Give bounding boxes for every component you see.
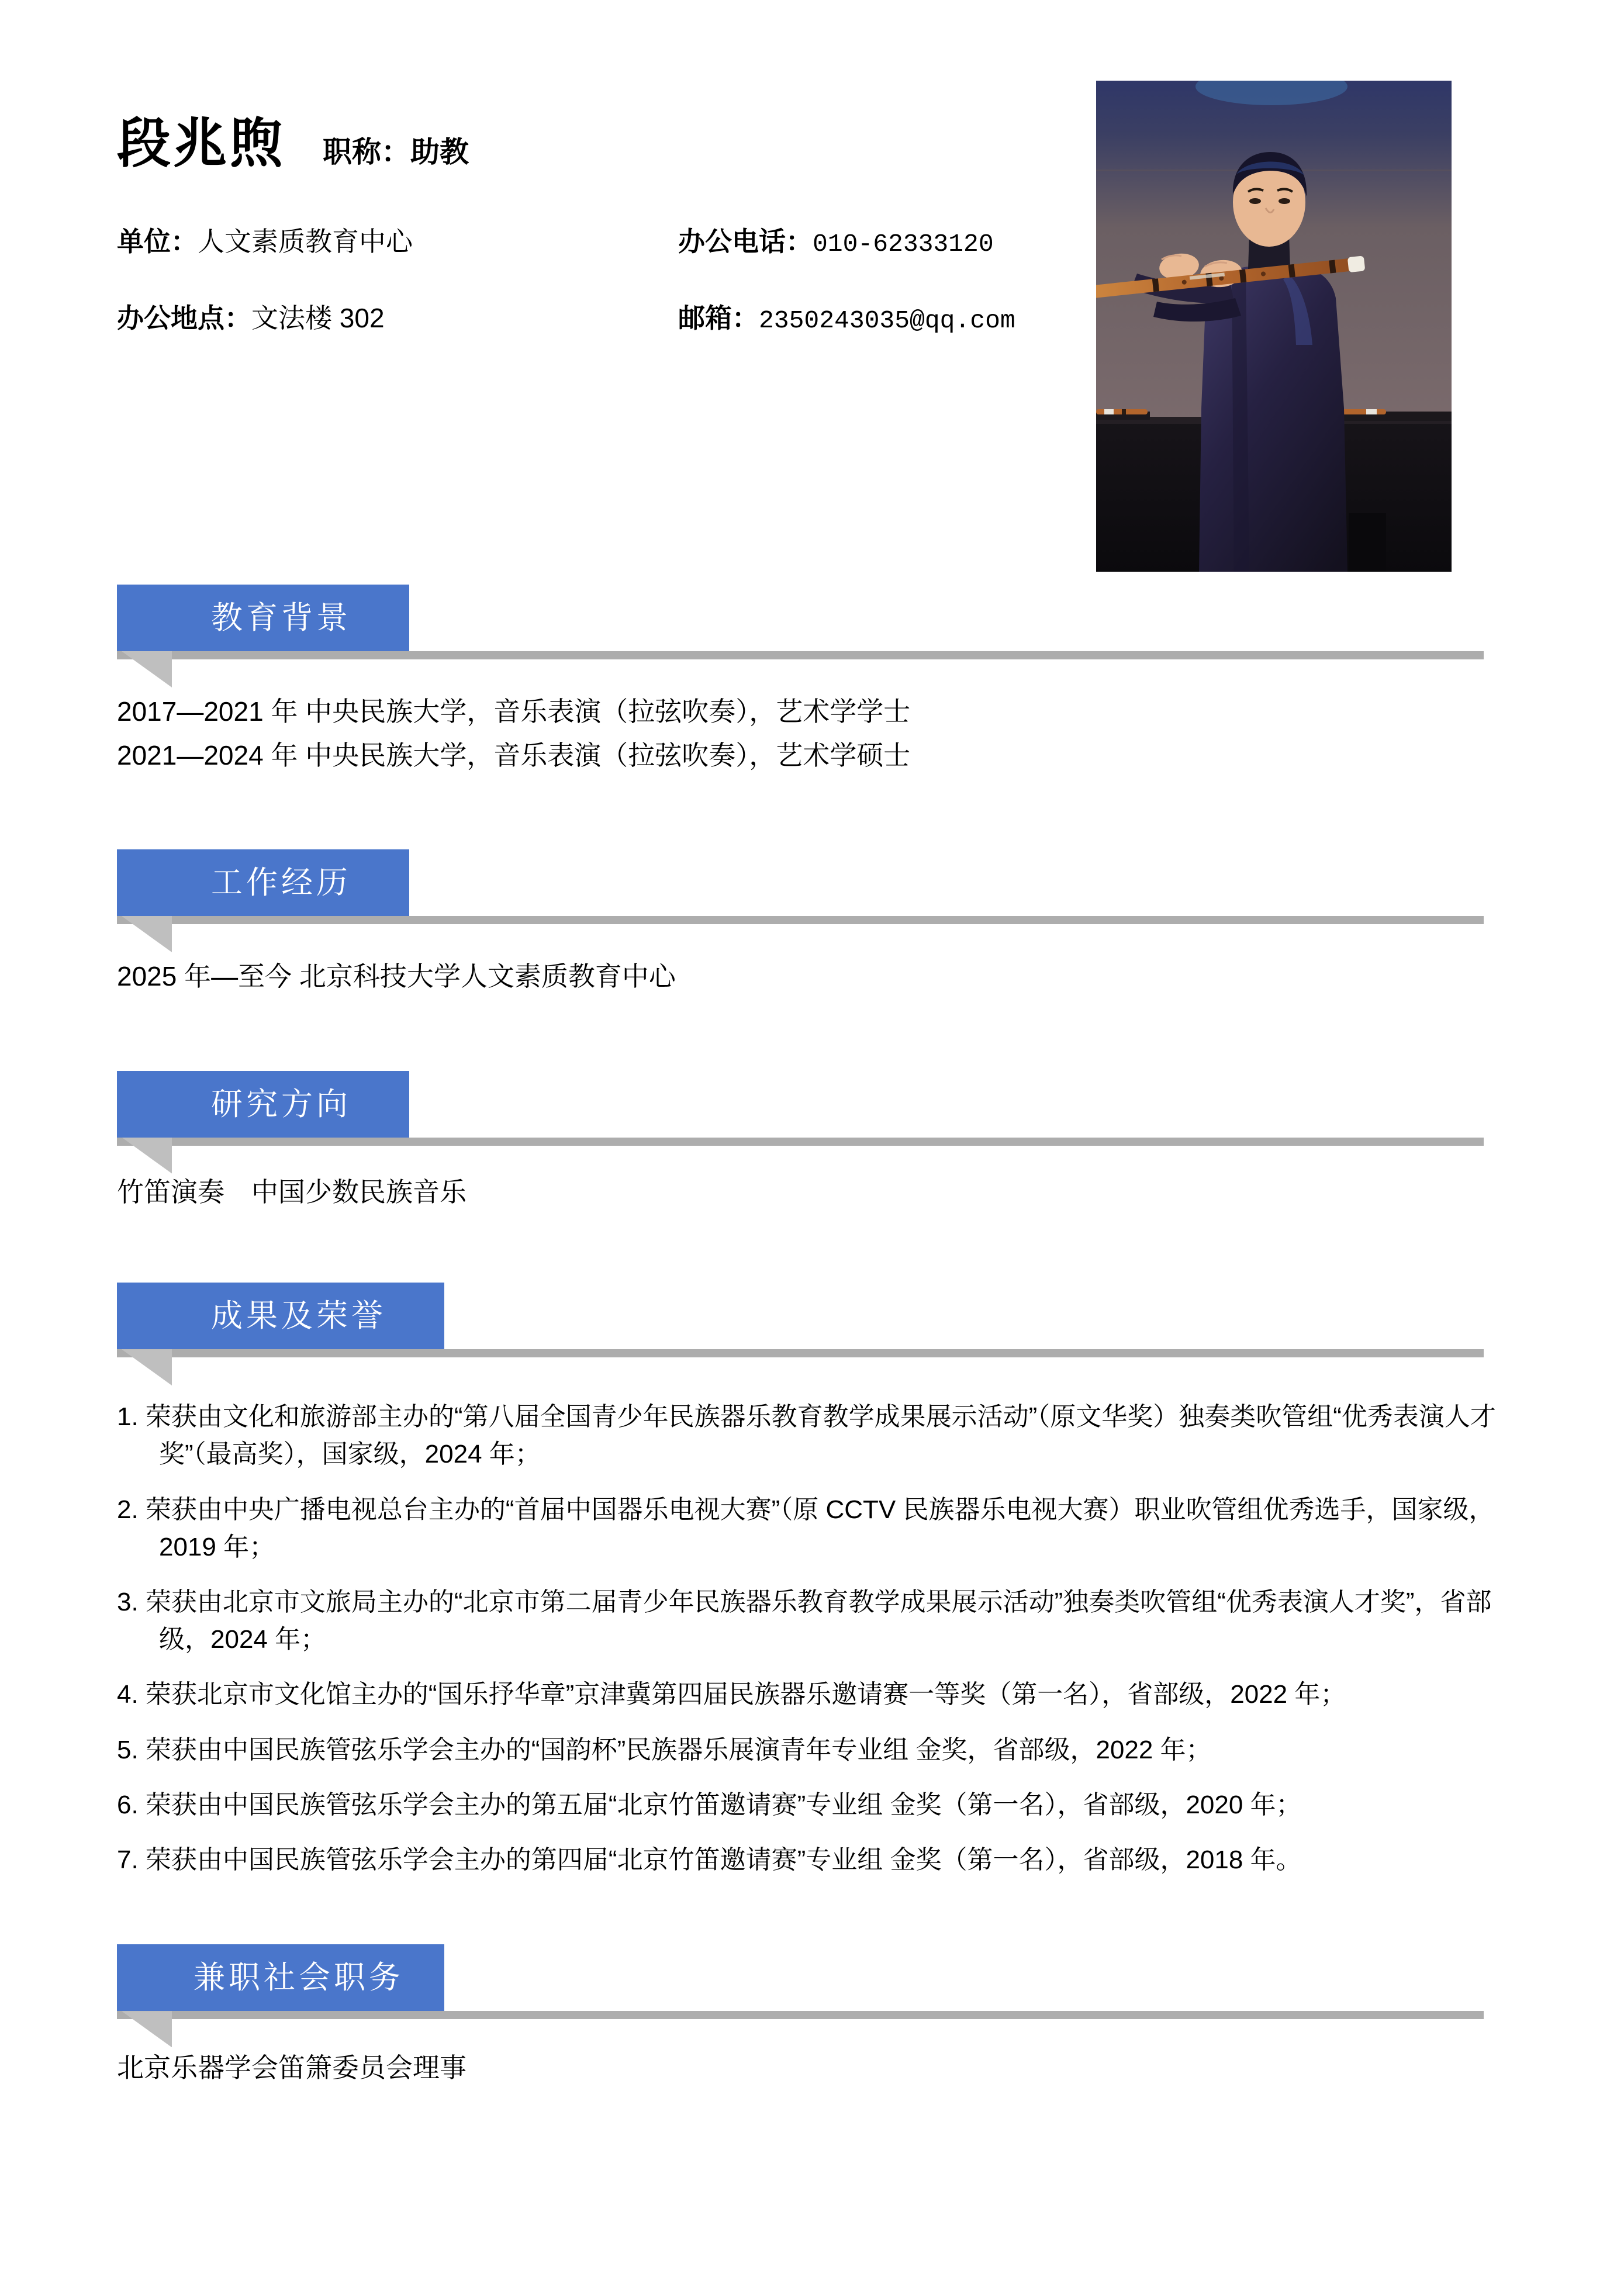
section-title-research: 研究方向 (211, 1086, 351, 1122)
section-title-education: 教育背景 (211, 600, 351, 635)
banner-box (117, 849, 409, 916)
education-line: 2021—2024 年 中央民族大学，音乐表演（拉弦吹奏），艺术学硕士 (117, 739, 911, 770)
section-banner-education (117, 585, 1624, 663)
list-item: 4. 荣获北京市文化馆主办的“国乐抒华章”京津冀第四届民族器乐邀请赛一等奖（第一名），省部级，2022 年； (117, 1680, 1346, 1709)
section-banner-work (117, 849, 1624, 928)
job-title (323, 137, 469, 167)
section-title-social: 兼职社会职务 (194, 1960, 404, 1996)
job-title-value: 助教 (410, 136, 469, 168)
section-work (0, 849, 1624, 998)
banner-box (117, 1283, 444, 1349)
section-social (0, 1944, 1624, 2090)
list-item: 3. 荣获由北京市文旅局主办的“北京市第二届青少年民族器乐教育教学成果展示活动”独奏类吹管组“优秀表演人才奖”，省部级，2024 年； (117, 1588, 1492, 1654)
list-item: 1. 荣获由文化和旅游部主办的“第八届全国青少年民族器乐教育教学成果展示活动”（原文华奖）独奏类吹管组“优秀表演人才奖”（最高奖），国家级，2024 年； (117, 1402, 1496, 1469)
section-title-honors: 成果及荣誉 (211, 1298, 386, 1334)
info-email (678, 303, 1052, 334)
list-item: 2. 荣获由中央广播电视总台主办的“首届中国器乐电视大赛”（原 CCTV 民族器乐电视大赛）职业吹管组优秀选手，国家级，2019 年； (117, 1495, 1495, 1561)
profile-header (0, 0, 1624, 585)
info-department (117, 227, 678, 258)
info-office-label: 办公地点： (117, 303, 251, 334)
info-email-label: 邮箱： (678, 303, 759, 334)
banner-rule (117, 2011, 1484, 2019)
info-office-value: 文法楼 302 (251, 303, 385, 334)
profile-photo (1096, 81, 1452, 572)
honors-list (117, 1361, 1497, 1879)
banner-rule (117, 1138, 1484, 1146)
banner-box (117, 1944, 444, 2011)
section-banner-research (117, 1071, 1624, 1149)
banner-rule (117, 1349, 1484, 1357)
section-body-education (117, 663, 1624, 777)
work-line: 2025 年—至今 北京科技大学人文素质教育中心 (117, 961, 676, 992)
section-research (0, 1071, 1624, 1214)
profile-photo-image (1096, 81, 1452, 572)
list-item: 5. 荣获由中国民族管弦乐学会主办的“国韵杯”民族器乐展演青年专业组 金奖，省部级，2022 年； (117, 1735, 1212, 1764)
contact-info-grid (117, 227, 1052, 335)
info-phone-value: 010-62333120 (813, 230, 994, 258)
name-row (117, 114, 1052, 174)
list-item: 6. 荣获由中国民族管弦乐学会主办的第五届“北京竹笛邀请赛”专业组 金奖（第一名），省部级，2020 年； (117, 1790, 1302, 1819)
section-body-research (117, 1149, 1624, 1214)
info-department-label: 单位： (117, 226, 198, 257)
section-body-work (117, 928, 1624, 998)
research-line: 竹笛演奏 中国少数民族音乐 (117, 1176, 467, 1207)
list-item: 7. 荣获由中国民族管弦乐学会主办的第四届“北京竹笛邀请赛”专业组 金奖（第一名），省部级，2018 年。 (117, 1845, 1302, 1875)
section-body-social (117, 2023, 1624, 2090)
banner-rule (117, 651, 1484, 659)
social-line: 北京乐器学会笛箫委员会理事 (117, 2052, 467, 2083)
page-title: 段兆煦 (117, 114, 286, 174)
info-phone (678, 227, 1052, 258)
education-line: 2017—2021 年 中央民族大学，音乐表演（拉弦吹奏），艺术学学士 (117, 696, 911, 727)
section-banner-social (117, 1944, 1624, 2023)
banner-box (117, 1071, 409, 1138)
section-title-work: 工作经历 (211, 865, 351, 901)
section-honors (0, 1283, 1624, 1879)
job-title-label: 职称： (323, 136, 411, 168)
info-department-value: 人文素质教育中心 (198, 226, 413, 257)
banner-rule (117, 916, 1484, 924)
section-banner-honors (117, 1283, 1624, 1361)
info-phone-label: 办公电话： (678, 226, 813, 257)
section-education (0, 585, 1624, 777)
info-email-value: 2350243035@qq.com (759, 306, 1015, 336)
profile-details (117, 114, 1052, 336)
info-office (117, 303, 678, 334)
banner-box (117, 585, 409, 651)
